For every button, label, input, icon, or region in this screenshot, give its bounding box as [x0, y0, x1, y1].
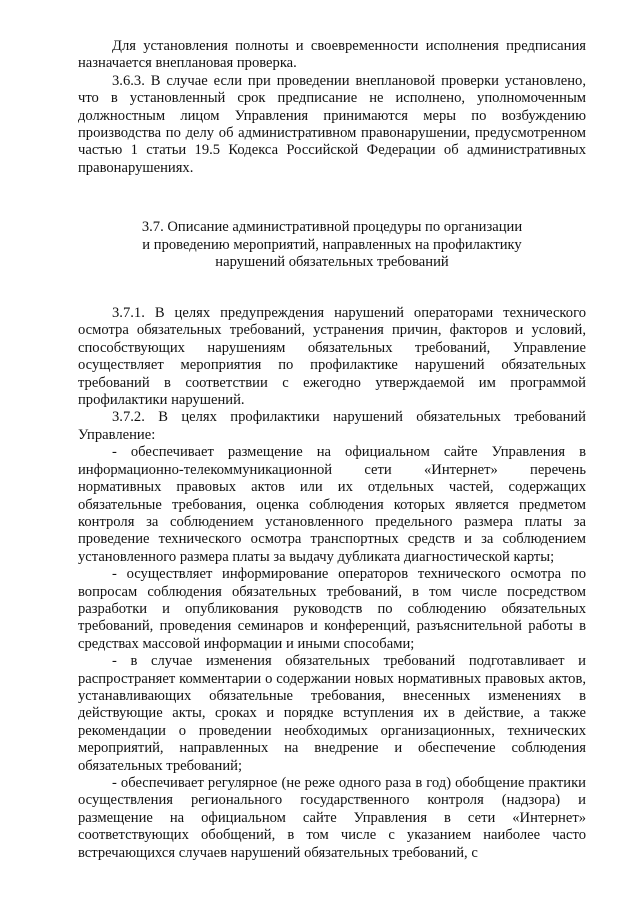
bullet-item: - в случае изменения обязательных требований подготавливает и распространяет комментарии о содержании новых нормативных правовых актов, устанавливающих обязательные требования, внесенных изменениях в действующие акты, сроках и порядке вступления их в действие, а также рекомендации о проведении необходимых организационных, технических мероприятий, направленных на внедрение и обеспечение соблюдения обязательных требований; [78, 653, 586, 774]
paragraph-3-7-1: 3.7.1. В целях предупреждения нарушений операторами технического осмотра обязательных требований, устранения причин, факторов и условий, способствующих нарушениям обязательных требований, Управление осуществляет мероприятия по профилактике нарушений обязательных требований в соответствии с ежегодно утверждаемой им программой профилактики нарушений. [78, 305, 586, 409]
section-heading-3-7 [78, 219, 586, 272]
bullet-item: - обеспечивает регулярное (не реже одного раза в год) обобщение практики осуществления регионального государственного контроля (надзора) и размещение на официальном сайте Управления в сети «Интернет» соответствующих обобщений, в том числе с указанием наиболее часто встречающихся случаев нарушений обязательных требований, с [78, 775, 586, 861]
heading-line-1: 3.7. Описание административной процедуры по организации [141, 219, 523, 236]
bullet-item: - обеспечивает размещение на официальном сайте Управления в информационно-телекоммуникационной сети «Интернет» перечень нормативных правовых актов или их отдельных частей, содержащих обязательные требования, оценка соблюдения которых является предметом контроля за соблюдением установленного предельного размера платы за проведение технического осмотра транспортных средств и за соблюдением установленного размера платы за выдачу дубликата диагностической карты; [78, 444, 586, 565]
document-page [78, 38, 586, 862]
intro-paragraph: Для установления полноты и своевременности исполнения предписания назначается внеплановая проверка. [78, 38, 586, 72]
paragraph-3-7-2: 3.7.2. В целях профилактики нарушений обязательных требований Управление: [78, 409, 586, 443]
paragraph-3-6-3: 3.6.3. В случае если при проведении внеплановой проверки установлено, что в установленный срок предписание не исполнено, уполномоченным должностным лицом Управления принимаются меры по возбуждению производства по делу об административном правонарушении, предусмотренном частью 1 статьи 19.5 Кодекса Российской Федерации об административных правонарушениях. [78, 72, 586, 176]
heading-line-3: нарушений обязательных требований [215, 254, 449, 271]
bullet-item: - осуществляет информирование операторов технического осмотра по вопросам соблюдения обязательных требований, в том числе посредством разработки и опубликования руководств по соблюдению обязательных требований, проведения семинаров и конференций, разъяснительной работы в средствах массовой информации и иными способами; [78, 566, 586, 652]
heading-line-2: и проведению мероприятий, направленных на профилактику [142, 236, 522, 253]
